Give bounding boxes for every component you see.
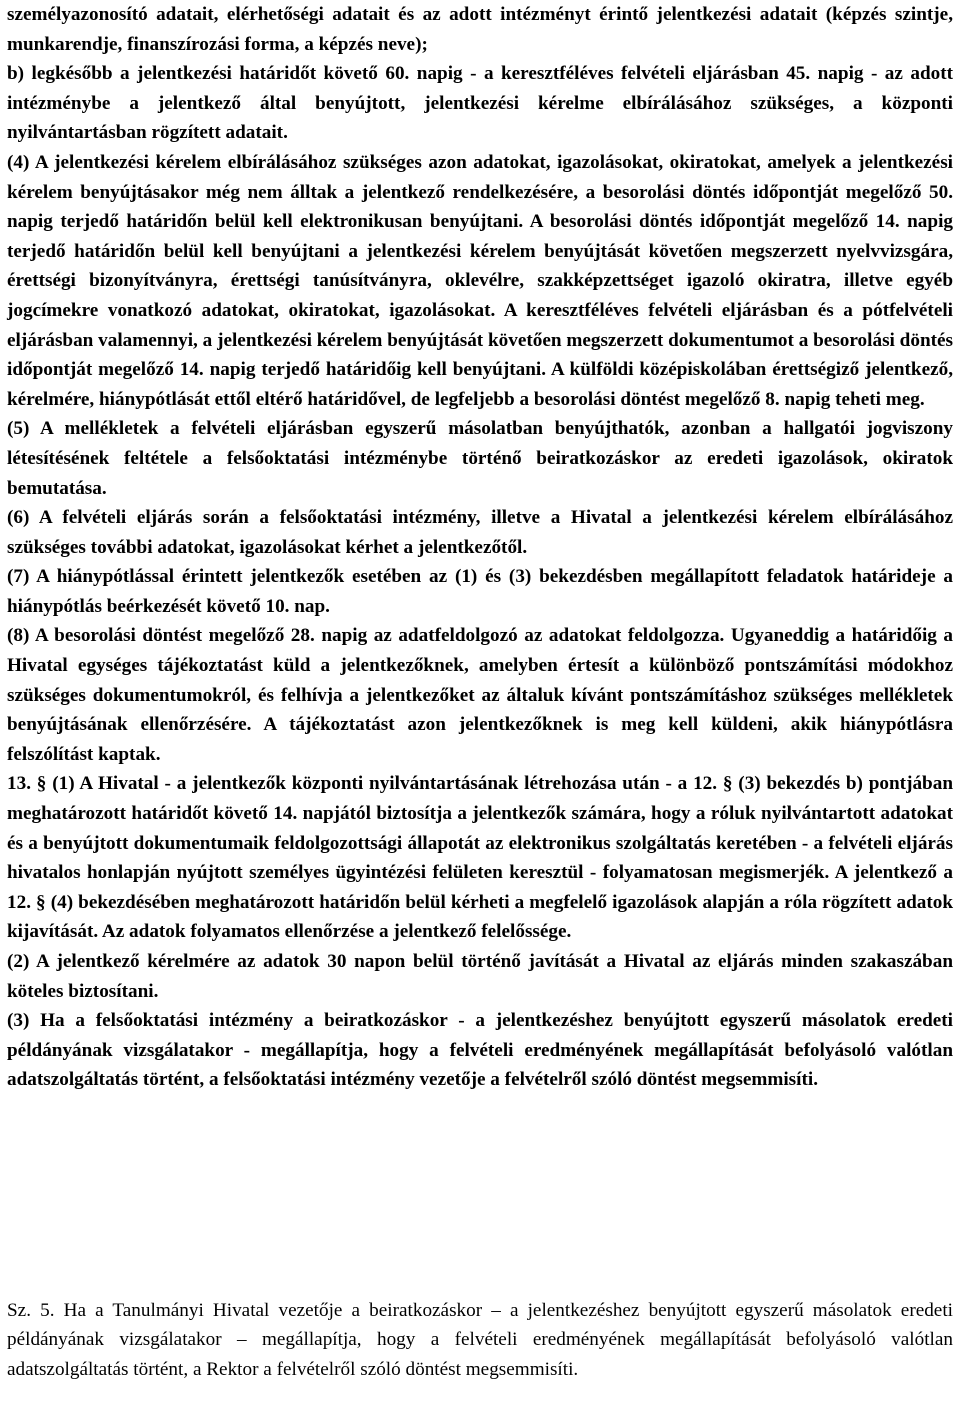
paragraph-13-3: (3) Ha a felsőoktatási intézmény a beiratkozáskor - a jelentkezéshez benyújtott egyszerű másolatok eredeti példányának vizsgálatakor - megállapítja, hogy a felvételi eredményének megállapítását befolyásoló valótlan adatszolgáltatás történt, a felsőoktatási intézmény vezetője a felvételről szóló döntést megsemmisíti.	[7, 1010, 953, 1091]
footnote-paragraph: Sz. 5. Ha a Tanulmányi Hivatal vezetője a beiratkozáskor – a jelentkezéshez benyújtott egyszerű másolatok eredeti példányának vizsgálatakor – megállapítja, hogy a felvételi eredményének megállapítását befolyásoló valótlan adatszolgáltatás történt, a Rektor a felvételről szóló döntést megsemmisíti.	[7, 1300, 953, 1380]
paragraph-adatok-a: személyazonosító adatait, elérhetőségi adatait és az adott intézményt érintő jelentkezési adatait (képzés szintje, munkarendje, finanszírozási forma, a képzés neve);	[7, 4, 953, 55]
paragraph-section-6: (6) A felvételi eljárás során a felsőoktatási intézmény, illetve a Hivatal a jelentkezési kérelem elbírálásához szükséges további adatokat, igazolásokat kérhet a jelentkezőtől.	[7, 507, 953, 558]
paragraph-section-8: (8) A besorolási döntést megelőző 28. napig az adatfeldolgozó az adatokat feldolgozza. Ugyaneddig a határidőig a Hivatal egységes tájékoztatást küld a jelentkezőknek, amelyben értesít a különböző pontszámítási módokhoz szükséges dokumentumokról, és felhívja a jelentkezőket az általuk kívánt pontszámításhoz szükséges mellékletek benyújtásának ellenőrzésére. A tájékoztatást azon jelentkezőknek is meg kell küldeni, akik hiánypótlásra felszólítást kaptak.	[7, 625, 953, 765]
paragraph-13-2: (2) A jelentkező kérelmére az adatok 30 napon belül történő javítását a Hivatal az eljárás minden szakaszában köteles biztosítani.	[7, 951, 953, 1002]
document-page	[7, 0, 953, 1380]
paragraph-section-7: (7) A hiánypótlással érintett jelentkezők esetében az (1) és (3) bekezdésben megállapított feladatok határideje a hiánypótlás beérkezését követő 10. nap.	[7, 566, 953, 617]
paragraph-section-4: (4) A jelentkezési kérelem elbírálásához szükséges azon adatokat, igazolásokat, okiratokat, amelyek a jelentkezési kérelem benyújtásakor még nem álltak a jelentkező rendelkezésére, a besorolási döntés időpontját megelőző 50. napig terjedő határidőn belül kell elektronikusan benyújtani. A besorolási döntés időpontját megelőző 14. napig terjedő határidőn belül kell benyújtani a jelentkezési kérelem benyújtását követően megszerzett nyelvvizsgára, érettségi bizonyítványra, érettségi tanúsítványra, oklevélre, szakképzettséget igazoló okiratra, illetve egyéb jogcímekre vonatkozó adatokat, okiratokat, igazolásokat. A keresztféléves felvételi eljárásban és a pótfelvételi eljárásban valamennyi, a jelentkezési kérelem benyújtását követően megszerzett dokumentumot a besorolási döntés időpontját megelőző 14. napig terjedő határidőig kell benyújtani. A külföldi középiskolában érettségiző jelentkező, kérelmére, hiánypótlását ettől eltérő határidővel, de legfeljebb a besorolási döntést megelőző 8. napig teheti meg.	[7, 151, 953, 410]
paragraph-section-5: (5) A mellékletek a felvételi eljárásban egyszerű másolatban benyújthatók, azonban a hallgatói jogviszony létesítésének feltétele a felsőoktatási intézménybe történő beiratkozáskor az eredeti igazolások, okiratok bemutatása.	[7, 418, 953, 499]
paragraph-adatok-b: b) legkésőbb a jelentkezési határidőt követő 60. napig - a keresztféléves felvételi eljárásban 45. napig - az adott intézménybe a jelentkező által benyújtott, jelentkezési kérelme elbírálásához szükséges, a központi nyilvántartásban rögzített adatait.	[7, 63, 953, 144]
document-body	[7, 0, 953, 1095]
paragraph-13-1: 13. § (1) A Hivatal - a jelentkezők központi nyilvántartásának létrehozása után - a 12. § (3) bekezdés b) pontjában meghatározott határidőt követő 14. napjától biztosítja a jelentkezők számára, hogy a róluk nyilvántartott adatokat és a benyújtott dokumentumaik feldolgozottsági állapotát az elektronikus szolgáltatás keretében - a felvételi eljárás hivatalos honlapján nyújtott személyes ügyintézési felületen keresztül - folyamatosan megismerjék. A jelentkező a 12. § (4) bekezdésében meghatározott határidőn belül kérheti a megfelelő igazolások alapján a róla rögzített adatok kijavítását. Az adatok folyamatos ellenőrzése a jelentkező felelőssége.	[7, 773, 953, 943]
